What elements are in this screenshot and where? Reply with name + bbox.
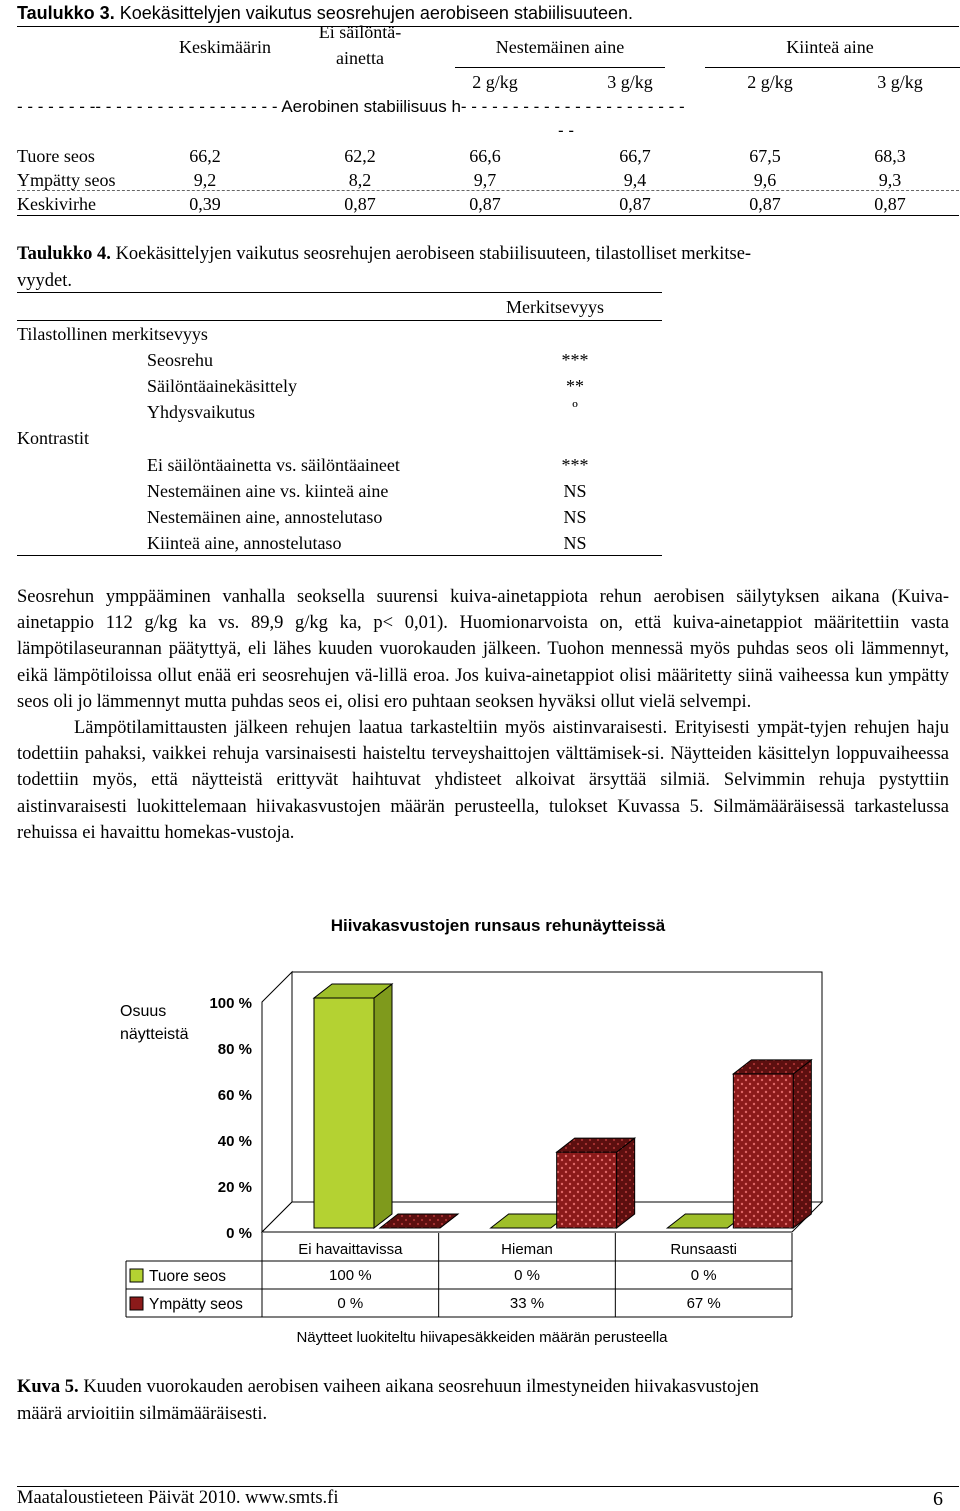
table3-caption xyxy=(17,3,633,24)
category-label: Ei havaittavissa xyxy=(298,1241,403,1258)
y-tick-label: 20 % xyxy=(217,1179,252,1196)
row-inoc-mean: 9,2 xyxy=(193,170,217,190)
table4-bottom-rule xyxy=(17,555,662,556)
header-dose-liq-3: 3 g/kg xyxy=(607,72,653,92)
t4-row7-label: Kiinteä aine, annostelutaso xyxy=(147,533,342,553)
bar-inoculated-1-front xyxy=(557,1152,617,1228)
bar-inoculated-2 xyxy=(733,1060,811,1228)
row-se-liq3: 0,87 xyxy=(619,194,651,214)
bar-inoculated-1-side xyxy=(617,1138,635,1228)
header-dose-liq-2: 2 g/kg xyxy=(472,72,518,92)
row-fresh-mean: 66,2 xyxy=(189,146,221,166)
table4-top-rule xyxy=(17,292,662,293)
bar-inoculated-2-side xyxy=(793,1060,811,1228)
table4-header-rule xyxy=(17,320,662,321)
row-se-liq2: 0,87 xyxy=(469,194,501,214)
table4-header: Merkitsevyys xyxy=(506,297,604,317)
table4-caption-line1 xyxy=(17,244,952,265)
header-dose-sol-2: 2 g/kg xyxy=(747,72,793,92)
data-label: 67 % xyxy=(686,1295,721,1312)
legend-label: Tuore seos xyxy=(149,1268,226,1285)
y-tick-label: 40 % xyxy=(217,1133,252,1150)
row-se-sol2: 0,87 xyxy=(749,194,781,214)
table4-section-contrasts: Kontrastit xyxy=(17,428,89,448)
t4-row4-label: Ei säilöntäainetta vs. säilöntäaineet xyxy=(147,455,400,475)
footer-rule xyxy=(17,1486,959,1487)
t4-row6-value: NS xyxy=(563,507,587,527)
row-label-fresh: Tuore seos xyxy=(17,146,95,166)
row-se-none: 0,87 xyxy=(344,194,376,214)
footer-left: Maataloustieteen Päivät 2010. www.smts.fi xyxy=(17,1488,339,1508)
header-underline-solid xyxy=(705,67,960,68)
row-se-mean: 0,39 xyxy=(189,194,221,214)
row-fresh-sol3: 68,3 xyxy=(874,146,906,166)
legend-label: Ympätty seos xyxy=(149,1296,243,1313)
x-axis-label: Näytteet luokiteltu hiivapesäkkeiden määrän perusteella xyxy=(296,1329,668,1346)
header-underline-liquid xyxy=(455,67,665,68)
category-label: Hieman xyxy=(501,1241,553,1258)
bar-fresh-0-front xyxy=(314,998,374,1228)
header-no-additive-2: ainetta xyxy=(336,48,384,68)
header-mean: Keskimäärin xyxy=(179,37,271,57)
bar-fresh-0 xyxy=(314,984,392,1228)
legend-swatch xyxy=(130,1297,143,1310)
row-label-se: Keskivirhe xyxy=(17,194,96,214)
row-fresh-sol2: 67,5 xyxy=(749,146,781,166)
unit-line-right: - - - - - - - - - - - - - - - - - - - - - xyxy=(471,97,685,116)
header-dose-sol-3: 3 g/kg xyxy=(877,72,923,92)
y-tick-label: 0 % xyxy=(226,1225,252,1242)
figure-caption-line2: määrä arvioitiin silmämääräisesti. xyxy=(17,1404,268,1424)
paragraph-2: Lämpötilamittausten jälkeen rehujen laatua tarkasteltiin myös aistinvaraisesti. Erityisesti ympät-tyjen rehujen haju todettiin pahaksi, vaikkei rehuja varsinaisesti haisteltu terveyshaittojen välttämisek-si. Näytteiden käsittelyn loppuvaiheessa todettiin myös, että näytteistä erittyvät haihtuvat yhdisteet alkoivat ärsyttää silmiä. Selvimmin rehuja pystyttiin aistinvaraisesti luokittelemaan hiivakasvustojen määrän perusteella, tulokset Kuvassa 5. Silmämääräisessä tarkastelussa rehuissa ei havaittu homekas-vustoja. xyxy=(17,718,949,843)
t4-row3-label: Yhdysvaikutus xyxy=(147,402,255,422)
row-fresh-liq2: 66,6 xyxy=(469,146,501,166)
row-inoc-sol2: 9,6 xyxy=(753,170,777,190)
row-fresh-none: 62,2 xyxy=(344,146,376,166)
row-dashed-rule xyxy=(17,190,959,191)
y-axis-label-1: Osuus xyxy=(120,1003,167,1020)
figure-caption-text-1: Kuuden vuorokauden aerobisen vaiheen aikana seosrehuun ilmestyneiden hiivakasvustojen xyxy=(78,1377,759,1397)
header-no-additive-1: Ei säilöntä- xyxy=(318,22,402,42)
legend-swatch xyxy=(130,1269,143,1282)
table3-top-rule xyxy=(17,26,959,27)
table4-caption-line2: vyydet. xyxy=(17,271,72,291)
header-solid: Kiinteä aine xyxy=(786,37,874,57)
table4-caption-label: Taulukko 4. xyxy=(17,244,111,264)
table3-caption-label: Taulukko 3. xyxy=(17,3,115,23)
y-tick-label: 100 % xyxy=(209,995,252,1012)
unit-line-left: - - - - - - - -- - - - - - - - - - - - - - - - - - xyxy=(17,97,278,116)
t4-row7-value: NS xyxy=(563,533,587,553)
header-liquid: Nestemäinen aine xyxy=(495,37,625,57)
t4-row1-value: *** xyxy=(561,350,589,370)
chart-title: Hiivakasvustojen runsaus rehunäytteissä xyxy=(330,916,666,935)
data-label: 0 % xyxy=(337,1295,364,1312)
table3-caption-text: Koekäsittelyjen vaikutus seosrehujen aerobiseen stabiilisuuteen. xyxy=(114,3,634,23)
y-tick-label: 60 % xyxy=(217,1087,252,1104)
data-label: 0 % xyxy=(690,1267,717,1284)
t4-row2-value: ** xyxy=(566,376,584,396)
row-inoc-sol3: 9,3 xyxy=(878,170,902,190)
data-label: 100 % xyxy=(329,1267,372,1284)
figure-caption-line1 xyxy=(17,1377,952,1398)
row-se-sol3: 0,87 xyxy=(874,194,906,214)
data-label: 0 % xyxy=(514,1267,540,1284)
unit-line xyxy=(17,97,960,117)
chart-side-wall xyxy=(262,972,292,1232)
t4-row4-value: *** xyxy=(561,455,589,475)
body-text xyxy=(17,584,949,846)
t4-row5-label: Nestemäinen aine vs. kiinteä aine xyxy=(147,481,389,501)
y-axis-label-2: näytteistä xyxy=(120,1026,189,1043)
table3-bottom-rule xyxy=(17,215,959,216)
t4-row6-label: Nestemäinen aine, annostelutaso xyxy=(147,507,383,527)
unit-label: Aerobinen stabiilisuus h- xyxy=(281,97,467,116)
row-label-inoculated: Ympätty seos xyxy=(17,170,116,190)
row-fresh-liq3: 66,7 xyxy=(619,146,651,166)
page-number: 6 xyxy=(933,1488,943,1510)
table4-section-significance: Tilastollinen merkitsevyys xyxy=(17,324,208,344)
row-inoc-none: 8,2 xyxy=(348,170,372,190)
table4-caption-text-1: Koekäsittelyjen vaikutus seosrehujen aerobiseen stabiilisuuteen, tilastolliset merkitse- xyxy=(110,244,752,264)
y-tick-label: 80 % xyxy=(217,1041,252,1058)
bar-inoculated-2-front xyxy=(733,1074,793,1228)
paragraph-1: Seosrehun ymppääminen vanhalla seoksella suurensi kuiva-ainetappiota rehun aerobisen säilytyksen aikana (Kuiva-ainetappio 112 g/kg ka vs. 89,9 g/kg ka, p< 0,01). Huomionarvoista on, että kuiva-ainetappiot määritettiin vasta lämpötilaseurannan päätyttyä, eli lähes kuuden vuorokauden jälkeen. Tuohon mennessä myös puhdas seos oli lämmennyt, eikä lämpötiloissa ollut enää eri seosrehujen vä-lillä eroa. Jos kuiva-ainetappiot olisi määritetty siinä vaiheessa kun ympätty seos oli jo lämmennyt mutta puhdas seos ei, olisi ero puhtaan seoksen hyväksi ollut vielä selvempi. xyxy=(17,587,949,712)
bar-inoculated-1 xyxy=(557,1138,635,1228)
row-inoc-liq2: 9,7 xyxy=(473,170,497,190)
t4-row3-value: º xyxy=(572,398,578,418)
bar-fresh-0-side xyxy=(374,984,392,1228)
row-inoc-liq3: 9,4 xyxy=(623,170,647,190)
yeast-growth-chart xyxy=(0,910,960,1360)
t4-row1-label: Seosrehu xyxy=(147,350,213,370)
data-label: 33 % xyxy=(509,1295,545,1312)
category-label: Runsaasti xyxy=(670,1241,738,1258)
figure-caption-label: Kuva 5. xyxy=(17,1377,79,1397)
t4-row2-label: Säilöntäainekäsittely xyxy=(147,376,297,396)
unit-line-wrap: - - xyxy=(558,121,575,140)
t4-row5-value: NS xyxy=(563,481,587,501)
